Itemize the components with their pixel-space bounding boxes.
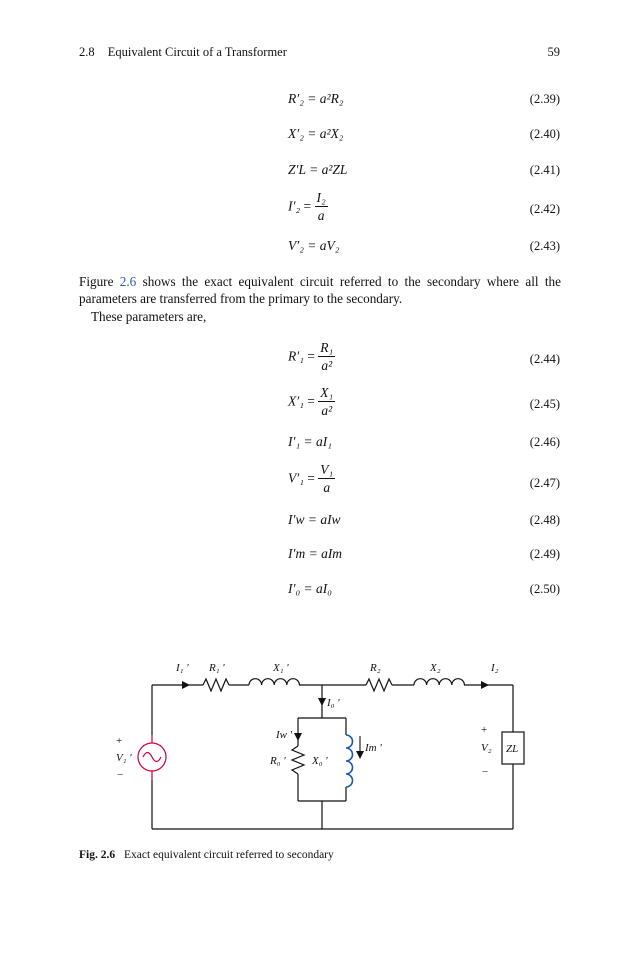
equation-number: (2.46) [529,435,560,449]
label-iw: Iw ' [276,729,293,741]
ac-source [138,735,166,780]
equation-number: (2.48) [529,513,560,527]
equation-number: (2.40) [529,127,560,141]
equation-2-45: X′₁ = $\frac{\text{X₁}}{\text{a²}}$ [288,385,334,418]
resistor-r0 [292,746,304,774]
equation-2-49: I′m = aIm [288,546,343,561]
equation-number: (2.43) [529,239,560,253]
equation-number: (2.47) [529,476,560,490]
section-title: Equivalent Circuit of a Transformer [107,45,287,59]
label-v1: V₁ ' [116,752,132,764]
equation-number: (2.42) [529,202,560,216]
fraction: $\frac{\text{X₁}}{\text{a²}}$ [320,385,334,418]
label-v2: V₂ [481,742,492,754]
body-paragraph-line: These parameters are, [91,309,207,324]
equation-2-40: X′₂ = a²X₂ [288,126,344,141]
current-arrow-iw [294,733,302,741]
equation-2-41: Z′L = a²ZL [288,162,348,177]
current-arrow-im [356,751,364,759]
label-im: Im ' [365,742,382,754]
caption-label: Fig. 2.6 [79,849,116,861]
polarity-minus-v1: − [117,769,124,781]
equation-2-46: I′₁ = aI₁ [288,434,332,449]
polarity-plus-v2: + [481,724,488,736]
polarity-plus-v1: + [116,735,123,747]
current-arrow-i1 [182,681,190,689]
label-x0: X₀ ' [312,755,328,767]
fraction: $\frac{\text{R₁}}{\text{a²}}$ [320,340,334,373]
equation-number: (2.44) [529,352,560,366]
inductor-x1 [249,679,299,685]
equation-2-42: I′₂ = $\frac{\text{I₂}}{a}$ [288,190,326,223]
equation-number: (2.41) [529,163,560,177]
label-r2: R₂ [370,662,381,674]
caption-text: Exact equivalent circuit referred to secondary [123,849,334,861]
equation-2-39: R′₂ = a²R₂ [288,91,344,106]
fraction: $\frac{\text{V₁}}{a}$ [320,462,334,495]
equation-2-43: V′₂ = aV₂ [288,238,340,253]
equation-number: (2.39) [529,92,560,106]
label-i1: I₁ ' [176,662,189,674]
resistor-r1 [203,679,229,691]
equation-number: (2.45) [529,397,560,411]
inductor-x2 [414,679,464,685]
inductor-x0 [346,735,353,787]
label-x1: X₁ ' [273,662,289,674]
label-i0: I₀ ' [327,697,340,709]
equation-number: (2.50) [529,582,560,596]
label-r0: R₀ ' [270,755,286,767]
label-x2: X₂ [430,662,441,674]
body-paragraph: Figure 2.6 shows the exact equivalent circuit referred to the secondary where all the parameters are transferred from the primary to the secondary. [79,274,561,306]
equation-2-48: I′w = aIw [288,512,341,527]
figure-link[interactable]: 2.6 [119,274,137,289]
label-i2: I₂ [491,662,499,674]
fraction: $\frac{\text{I₂}}{a}$ [316,190,326,223]
page-number: 59 [547,45,560,59]
resistor-r2 [366,679,392,691]
equation-2-50: I′₀ = aI₀ [288,581,332,596]
equation-2-47: V′₁ = $\frac{\text{V₁}}{a}$ [288,462,334,495]
label-r1: R₁ ' [209,662,225,674]
section-number: 2.8 [79,45,95,59]
equation-number: (2.49) [529,547,560,561]
figure-caption [79,849,334,861]
equation-2-44: R′₁ = $\frac{\text{R₁}}{\text{a²}}$ [288,340,334,373]
current-arrow-i2 [481,681,489,689]
polarity-minus-v2: − [482,766,489,778]
current-arrow-i0 [318,698,326,706]
label-zl: ZL [506,743,519,755]
